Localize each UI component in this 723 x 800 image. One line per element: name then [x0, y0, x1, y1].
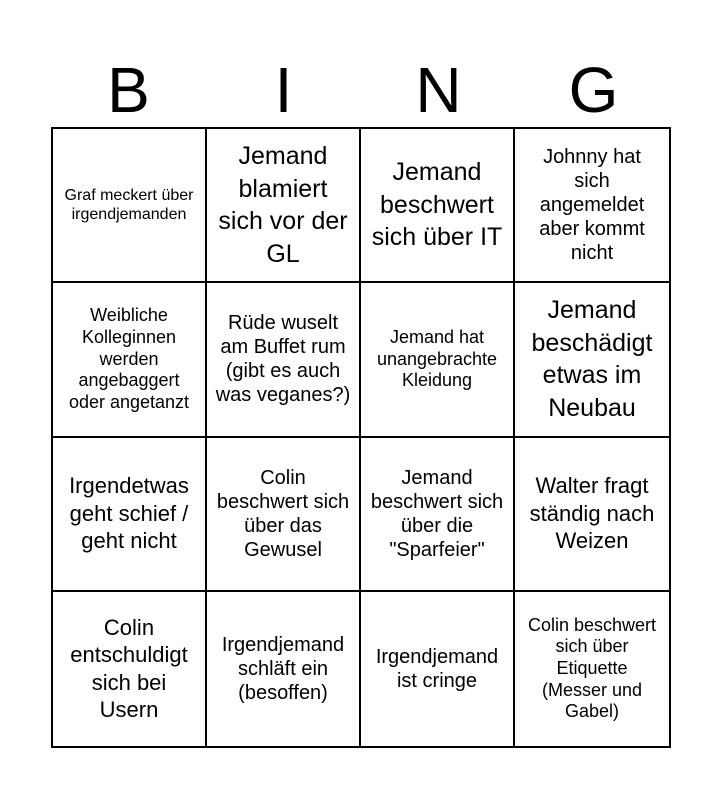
bingo-cell[interactable]: Irgendjemand ist cringe: [361, 592, 515, 746]
bingo-cell[interactable]: Irgendjemand schläft ein (besoffen): [207, 592, 361, 746]
bingo-cell[interactable]: Rüde wuselt am Buffet rum (gibt es auch was veganes?): [207, 283, 361, 437]
bingo-cell[interactable]: Colin entschuldigt sich bei Usern: [53, 592, 207, 746]
bingo-cell[interactable]: Colin beschwert sich über das Gewusel: [207, 438, 361, 592]
bingo-cell[interactable]: Jemand beschwert sich über IT: [361, 129, 515, 283]
bingo-cell[interactable]: Johnny hat sich angemeldet aber kommt nicht: [515, 129, 669, 283]
bingo-cell[interactable]: Colin beschwert sich über Etiquette (Messer und Gabel): [527, 614, 657, 722]
bingo-header: [51, 52, 671, 128]
bingo-cell[interactable]: Weibliche Kolleginnen werden angebaggert oder angetanzt: [53, 283, 207, 437]
bingo-cell[interactable]: Irgendetwas geht schief / geht nicht: [53, 438, 207, 592]
bingo-cell[interactable]: Jemand beschwert sich über die "Sparfeier": [361, 438, 515, 592]
bingo-board: [51, 127, 671, 748]
bingo-cell[interactable]: Jemand hat unangebrachte Kleidung: [361, 283, 515, 437]
header-letter-g: G: [568, 54, 619, 126]
bingo-cell[interactable]: Jemand beschädigt etwas im Neubau: [515, 283, 669, 437]
header-letter-n: N: [415, 54, 462, 126]
header-letter-i: I: [274, 54, 293, 126]
header-letter-b: B: [107, 54, 150, 126]
bingo-cell[interactable]: Graf meckert über irgendjemanden: [53, 129, 207, 283]
bingo-cell[interactable]: Jemand blamiert sich vor der GL: [207, 129, 361, 283]
bingo-cell[interactable]: Walter fragt ständig nach Weizen: [515, 438, 669, 592]
